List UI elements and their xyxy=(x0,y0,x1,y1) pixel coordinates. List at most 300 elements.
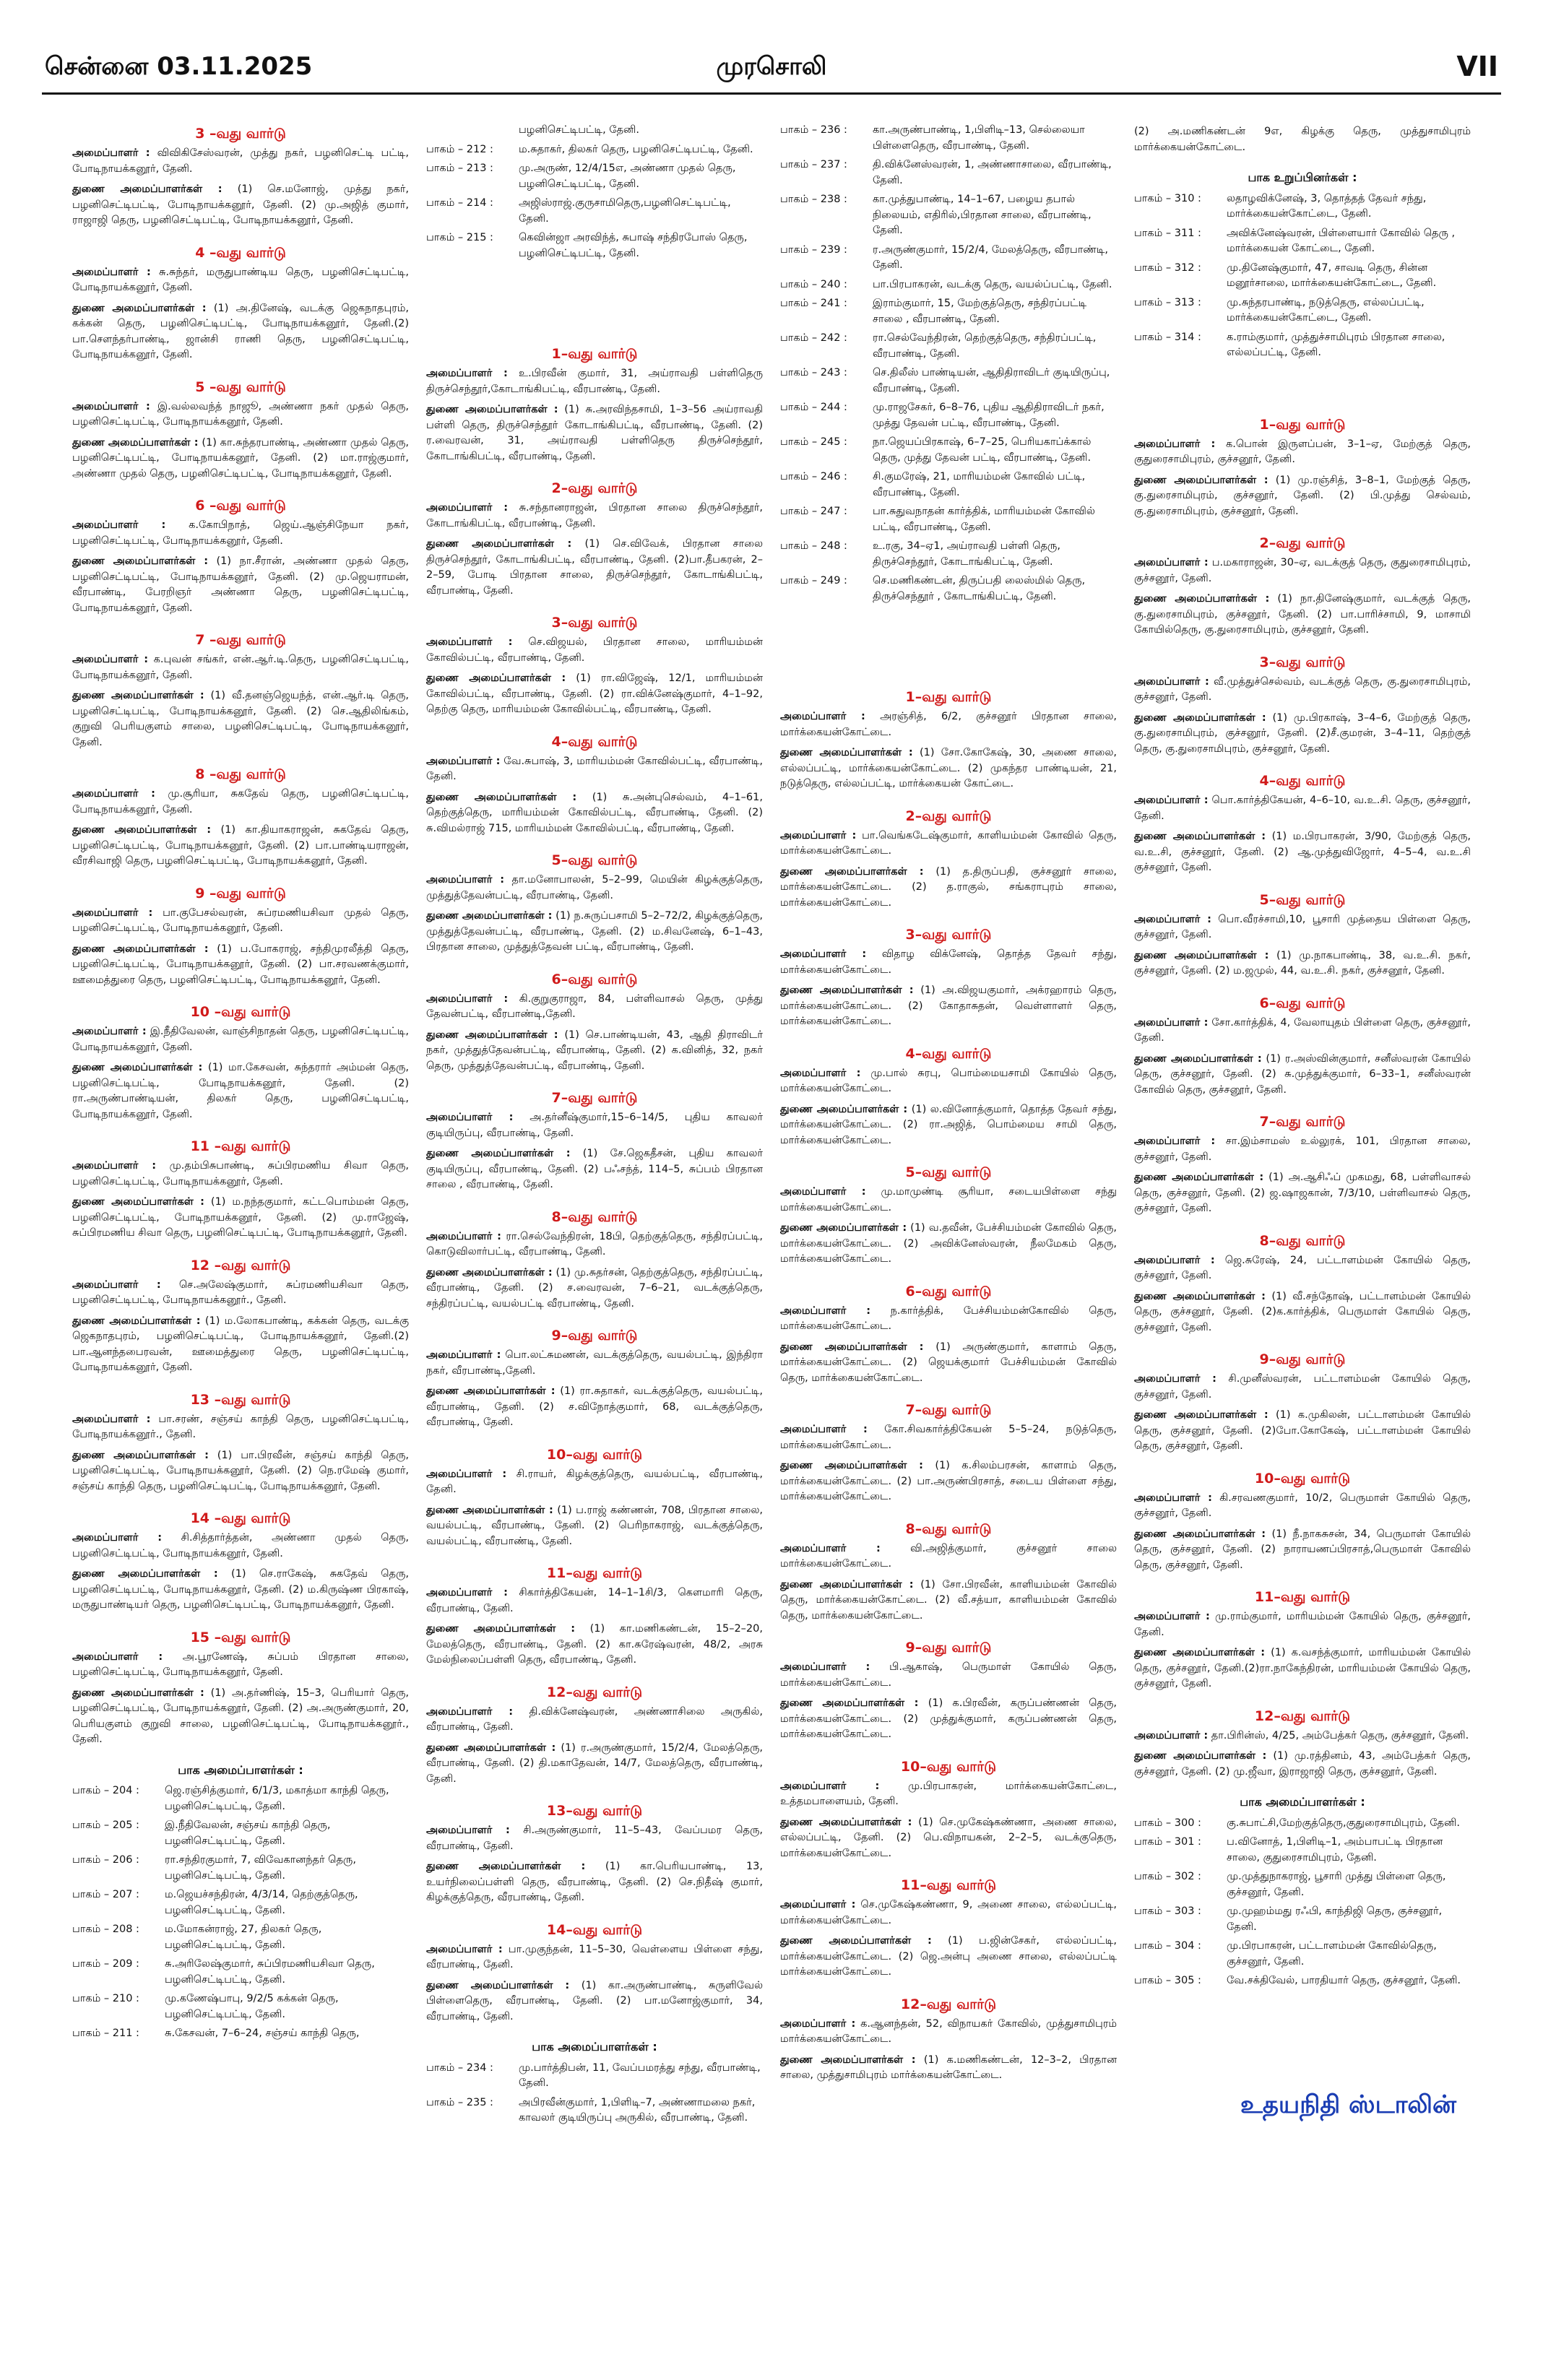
deputies-text: (1) மு.நாகபாண்டி, 38, வ.உ.சி. நகர், குச்சனூர், தேனி. (2) ம.ஜமுல், 44, வ.உ.சி. நகர், குச்சனூர், தேனி. xyxy=(1134,949,1471,977)
ward-section xyxy=(426,731,763,837)
deputies-text: (1) மு.பிரகாஷ், 3–4–6, மேற்குத் தெரு, கு.துரைசாமிபுரம், குச்சனூர், தேனி. (2)சீ.குமரன், 3–4–11, தெற்குத் தெரு, கு.துரைசாமிபுரம், குச்சனூர், தேனி. xyxy=(1134,711,1471,755)
ward-deputies xyxy=(426,1384,763,1431)
booth-number: பாகம் – 310 : xyxy=(1134,192,1201,204)
booth-row xyxy=(1134,1939,1471,1970)
secretary-text: விதாழ விக்னேஷ், தொத்த தேவர் சந்து, மார்க்கையன்கோட்டை. xyxy=(780,948,1117,976)
ward-section xyxy=(72,123,409,229)
booth-row xyxy=(72,1991,409,2022)
booth-number: பாகம் – 206 : xyxy=(72,1854,139,1866)
booth-row xyxy=(1134,1835,1471,1866)
deputies-text: (1) ம.நந்தகுமார், கட்டபொம்மன் தெரு, பழனிசெட்டிபட்டி, போடிநாயக்கனூர், தேனி. (2) மு.ராஜேஷ், சுப்பிரமணிய சிவா தெரு, பழனிசெட்டிபட்டி, போடிநாயக்கனூர், தேனி. xyxy=(72,1196,409,1239)
booth-organizer: ரா.செல்வேந்திரன், தெற்குத்தெரு, சந்திரப்பட்டி, வீரபாண்டி, தேனி. xyxy=(873,332,1097,360)
deputies-text: (1) அ.தினேஷ், வடக்கு ஜெகநாதபுரம், கக்கன் தெரு, பழனிசெட்டிபட்டி, போடிநாயக்கனூர், தேனி.(2) பா.செளந்தர்பாண்டி, ஜான்சி ராணி தெரு, பழனிசெட்டிபட்டி, போடிநாயக்கனூர், தேனி. xyxy=(72,302,409,360)
ward-secretary xyxy=(780,1660,1117,1691)
column-2 xyxy=(426,123,763,2355)
secretary-label: அமைப்பாளர் : xyxy=(1134,913,1211,925)
ward-secretary xyxy=(780,1304,1117,1335)
ward-title: 6–வது வார்டு xyxy=(1259,995,1346,1011)
ward-deputies xyxy=(780,1696,1117,1743)
secretary-label: அமைப்பாளர் : xyxy=(426,1943,503,1955)
ward-secretary xyxy=(426,754,763,785)
secretary-text: அரஞ்சித், 6/2, குச்சனூர் பிரதான சாலை, மார்க்கையன்கோட்டை. xyxy=(780,711,1117,738)
secretary-label: அமைப்பாளர் : xyxy=(1134,1729,1209,1741)
secretary-text: வே.சுபாஷ், 3, மாரியம்மன் கோவில்பட்டி, வீரபாண்டி, தேனி. xyxy=(426,755,763,782)
ward-secretary xyxy=(780,1541,1117,1572)
secretary-text: அ.பூரணேஷ், சுப்பம் பிரதான சாலை, பழனிசெட்டிபட்டி, போடிநாயக்கனூர், தேனி. xyxy=(72,1650,409,1678)
ward-title: 12–வது வார்டு xyxy=(900,1996,997,2012)
booth-organizer: மு.தினேஷ்குமார், 47, சாவடி தெரு, சின்ன மனூர்சாலை, மார்க்கையன்கோட்டை, தேனி. xyxy=(1227,261,1437,289)
ward-title: 2–வது வார்டு xyxy=(905,808,992,824)
deputies-text: (1) சே.ஜெகதீசன், புதிய காவலர் குடியிருப்பு, வீரபாண்டி, தேனி. (2) பஃசந்த், 114–5, சுப்பம் பிரதான சாலை , வீரபாண்டி, தேனி. xyxy=(426,1148,763,1190)
booth-organizer: அபிரவீன்குமார், 1,பிளிடி–7, அண்ணாமலை நகர், காவலர் குடியிருப்பு அருகில், வீரபாண்டி, தேனி. xyxy=(519,2096,756,2124)
deputies-text: (1) அருண்குமார், காளாம் தெரு, மார்க்கையன்கோட்டை. (2) ஜெயக்குமார் பேச்சியம்மன் கோவில் தெரு, மார்க்கையன்கோட்டை. xyxy=(780,1341,1117,1384)
ward-section xyxy=(72,495,409,616)
secretary-text: மு.மாமுண்டி சூரியா, சடையபிள்ளை சந்து மார்க்கையன்கோட்டை. xyxy=(780,1186,1117,1213)
ward-title: 14–வது வார்டு xyxy=(546,1921,643,1938)
booth-organizer: பழனிசெட்டிபட்டி, தேனி. xyxy=(519,124,639,136)
secretary-label: அமைப்பாளர் : xyxy=(72,1160,157,1172)
deputies-label: துணை அமைப்பாளர்கள் : xyxy=(780,2054,916,2066)
ward-deputies xyxy=(72,301,409,363)
deputies-label: துணை அமைப்பாளர்கள் : xyxy=(1134,831,1266,842)
ward-title: 3–வது வார்டு xyxy=(1259,654,1346,670)
deputies-text: (1) க.சிலம்பரசன், காளாம் தெரு, மார்க்கையன்கோட்டை. (2) பா.அருண்பிரசாத், சடைய பிள்ளை சந்து, மார்க்கையன்கோட்டை. xyxy=(780,1460,1117,1502)
booth-organizer: மு.சுந்தரபாண்டி, நடுத்தெரு, எல்லப்பட்டி, மார்க்கையன்கோட்டை, தேனி. xyxy=(1227,296,1425,324)
booth-organizer: ம.மோகன்ராஜ், 27, திலகர் தெரு, பழனிசெட்டிபட்டி, தேனி. xyxy=(165,1924,322,1951)
column-4 xyxy=(1134,123,1471,2355)
booth-number: பாகம் – 243 : xyxy=(780,367,847,378)
deputies-text: (1) கா.தியாகராஜன், சுகதேவ் தெரு, பழனிசெட்டிபட்டி, போடிநாயக்கனூர், தேனி. (2) பா.பாண்டியராஜன், வீரசிவாஜி தெரு, பழனிசெட்டிபட்டி, போடிநாயக்கனூர், தேனி. xyxy=(72,824,409,867)
ward-section xyxy=(780,1043,1117,1149)
ward-secretary xyxy=(1134,1609,1471,1640)
ward-section xyxy=(72,1507,409,1614)
secretary-text: கி.சரவணகுமார், 10/2, பெருமாள் கோயில் தெரு, குச்சனூர், தேனி. xyxy=(1134,1492,1471,1519)
booth-organizer: சு.அரிலேஷ்குமார், சுப்பிரமணியசிவா தெரு, பழனிசெட்டிபட்டி, தேனி. xyxy=(165,1958,375,1986)
deputies-text: (1) மு.சுதர்சன், தெற்குத்தெரு, சந்திரப்பட்டி, வீரபாண்டி, தேனி. (2) ச.வைரவன், 7–6–21, வடக்குத்தெரு, சந்திரப்பட்டி, வயல்பட்டி வீரபாண்டி, தேனி. xyxy=(426,1266,763,1310)
booth-number: பாகம் – 208 : xyxy=(72,1924,139,1935)
ward-secretary xyxy=(72,1024,409,1055)
booth-organizer: தி.விக்னேஸ்வரன், 1, அண்ணாசாலை, வீரபாண்டி, தேனி. xyxy=(873,159,1112,186)
secretary-label: அமைப்பாளர் : xyxy=(1134,1016,1209,1029)
secretary-text: சி.அருண்குமார், 11–5–43, வேப்பமர தெரு, வீரபாண்டி, தேனி. xyxy=(426,1825,763,1852)
secretary-label: அமைப்பாளர் : xyxy=(72,906,153,919)
ward-section xyxy=(72,1001,409,1122)
ward-title: 11–வது வார்டு xyxy=(900,1877,997,1893)
ward-section xyxy=(72,1389,409,1495)
deputies-label: துணை அமைப்பாளர்கள் : xyxy=(426,1979,570,1991)
booth-organizer: அவிக்னேஷ்வரன், பிள்ளையார் கோவில் தெரு , மார்க்கையன் கோட்டை, தேனி. xyxy=(1227,227,1456,254)
deputies-text: (1) நீ.நாகசுசன், 34, பெருமாள் கோயில் தெரு, குச்சனூர், தேனி. (2) நாராயணப்பிரசாத்,பெருமாள் கோவில் தெரு, குச்சனூர், தேனி. xyxy=(1134,1528,1471,1571)
secretary-label: அமைப்பாளர் : xyxy=(426,368,508,379)
secretary-text: மு.தம்பிசுபாண்டி, சுப்பிரமணிய சிவா தெரு, பழனிசெட்டிபட்டி, போடிநாயக்கனூர், தேனி. xyxy=(72,1160,409,1187)
ward-deputies xyxy=(72,688,409,750)
page-number: VII xyxy=(1456,51,1498,82)
ward-secretary xyxy=(426,1110,763,1141)
secretary-text: தா.பிரின்ஸ், 4/25, அம்பேத்கர் தெரு, குச்சனூர், தேனி. xyxy=(1211,1729,1469,1741)
ward-deputies xyxy=(426,790,763,837)
ward-title: 7–வது வார்டு xyxy=(551,1090,638,1106)
booth-row xyxy=(426,196,763,227)
deputies-text: (1) வீ.சந்தோஷ், பட்டாளம்மன் கோயில் தெரு, குச்சனூர், தேனி. (2)க.கார்த்திக், பெருமாள் கோயில் தெரு, குச்சனூர், தேனி. xyxy=(1134,1290,1471,1333)
ward-secretary xyxy=(426,1585,763,1617)
ward-deputies xyxy=(780,983,1117,1030)
ward-title: 6 –வது வார்டு xyxy=(195,498,286,514)
secretary-label: அமைப்பாளர் : xyxy=(780,829,857,841)
booth-organizer: மு.கணேஷ்பாபு, 9/2/5 கக்கன் தெரு, பழனிசெட்டிபட்டி, தேனி. xyxy=(165,1993,339,2020)
deputies-label: துணை அமைப்பாளர்கள் : xyxy=(72,555,208,567)
booth-row xyxy=(72,1922,409,1953)
booth-organizer: கு.சுபாட்சி,மேற்குத்தெரு,குதுரைசாமிபுரம், தேனி. xyxy=(1227,1817,1460,1829)
ward-deputies xyxy=(72,182,409,229)
booth-organizer: ஜெ.ரஞ்சித்குமார், 6/1/3, மகாத்மா காந்தி தெரு, பழனிசெட்டிபட்டி, தேனி. xyxy=(165,1785,389,1812)
deputies-label: துணை அமைப்பாளர்கள் : xyxy=(426,1504,553,1516)
ward-title: 6–வது வார்டு xyxy=(905,1283,992,1299)
booth-number: பாகம் – 207 : xyxy=(72,1889,139,1900)
ward-section xyxy=(426,1682,763,1788)
ward-secretary xyxy=(1134,1016,1471,1047)
secretary-text: பா.முகுந்தன், 11–5–30, வெள்ளைய பிள்ளை சந்து, வீரபாண்டி, தேனி. xyxy=(426,1943,763,1970)
ward-title: 8–வது வார்டு xyxy=(905,1520,992,1537)
deputies-label: துணை அமைப்பாளர்கள் : xyxy=(426,672,566,684)
ward-title: 8 –வது வார்டு xyxy=(195,766,286,782)
deputies-text: (1) ரா.விஜேஷ், 12/1, மாரியம்மன் கோவில்பட்டி, வீரபாண்டி, தேனி. (2) ரா.விக்னேஷ்குமார், 4–1–92, தெற்கு தெரு, மாரியம்மன் கோவில்பட்டி, வீரபாண்டி, தேனி. xyxy=(426,672,763,715)
ward-title: 9–வது வார்டு xyxy=(551,1328,638,1343)
secretary-text: கோ.சிவகார்த்திகேயன் 5–5–24, நடுத்தெரு, மார்க்கையன்கோட்டை. xyxy=(780,1424,1117,1451)
booth-organizer: இராம்குமார், 15, மேற்குத்தெரு, சந்திரப்பட்டி சாலை , வீரபாண்டி, தேனி. xyxy=(873,298,1087,325)
ward-section xyxy=(72,1627,409,1748)
ward-deputies xyxy=(426,1503,763,1550)
ward-title: 9–வது வார்டு xyxy=(905,1640,992,1656)
booth-number: பாகம் – 239 : xyxy=(780,243,847,256)
deputies-text: (1) மு.ரஞ்சித், 3–8–1, மேற்குத் தெரு, கு.துரைசாமிபுரம், குச்சனூர், தேனி. (2) பி.முத்து செல்வம், கு.துரைசாமிபுரம், குச்சனூர், தேனி. xyxy=(1134,474,1471,517)
ward-deputies xyxy=(426,671,763,718)
ward-deputies xyxy=(780,1815,1117,1862)
secretary-label: அமைப்பாளர் : xyxy=(780,1304,871,1317)
booth-row xyxy=(1134,261,1471,292)
deputies-text: (1) ம.லோகபாண்டி, கக்கன் தெரு, வடக்கு ஜெகநாதபுரம், பழனிசெட்டிபட்டி, போடிநாயக்கனூர், தேனி.(2) பா.ஆனந்தபைரவன், ஊமைத்துரை தெரு, பழனிசெட்டிபட்டி, போடிநாயக்கனூர், தேனி. xyxy=(72,1315,409,1373)
ward-title: 3–வது வார்டு xyxy=(905,927,992,943)
secretary-label: அமைப்பாளர் : xyxy=(426,755,501,767)
booth-row xyxy=(72,1887,409,1918)
booth-number: பாகம் – 238 : xyxy=(780,194,847,205)
ward-deputies xyxy=(780,865,1117,912)
ward-section xyxy=(1134,414,1471,520)
ward-section xyxy=(1134,1468,1471,1574)
ward-section xyxy=(1134,1230,1471,1336)
deputies-label: துணை அமைப்பாளர்கள் : xyxy=(426,910,553,922)
secretary-text: பொ.வீரச்சாமி,10, பூசாரி முத்தைய பிள்ளை தெரு, குச்சனூர், தேனி. xyxy=(1134,913,1471,940)
ward-section xyxy=(1134,1705,1471,1780)
booth-number: பாகம் – 312 : xyxy=(1134,261,1201,274)
ward-secretary xyxy=(426,501,763,532)
ward-title: 12–வது வார்டு xyxy=(546,1684,643,1700)
booth-organizer: சி.குமரேஷ், 21, மாரியம்மன் கோவில் பட்டி, வீரபாண்டி, தேனி. xyxy=(873,471,1086,498)
booth-number: பாகம் – 305 : xyxy=(1134,1975,1201,1986)
secretary-label: அமைப்பாளர் : xyxy=(1134,557,1209,568)
booth-organizer: செ.திலீஸ் பாண்டியன், ஆதிதிராவிடர் குடியிருப்பு, வீரபாண்டி, தேனி. xyxy=(873,367,1110,394)
ward-secretary xyxy=(426,1467,763,1498)
secretary-label: அமைப்பாளர் : xyxy=(780,1067,861,1079)
deputies-text: (1) ப.ராஜ் கண்ணன், 708, பிரதான சாலை, வயல்பட்டி, வீரபாண்டி, தேனி. (2) பெரிநாகராஜ், வடக்குத்தெரு, வயல்பட்டி, வீரபாண்டி, தேனி. xyxy=(426,1504,763,1547)
secretary-text: செ.முகேஷ்கண்ணா, 9, அணை சாலை, எல்லப்பட்டி, மார்க்கையன்கோட்டை. xyxy=(780,1899,1117,1926)
booth-number: பாகம் – 241 : xyxy=(780,298,847,309)
booth-row xyxy=(426,230,763,261)
ward-deputies xyxy=(72,436,409,483)
ward-secretary xyxy=(72,1650,409,1681)
deputies-label: துணை அமைப்பாளர்கள் : xyxy=(780,1816,912,1828)
booth-organizer: பா.பிரபாகரன், வடக்கு தெரு, வயல்ப்பட்டி, தேனி. xyxy=(873,278,1112,290)
ward-title: 7 –வது வார்டு xyxy=(195,632,286,648)
secretary-text: ஜெ.சுரேஷ், 24, பட்டாளம்மன் கோயில் தெரு, குச்சனூர், தேனி. xyxy=(1134,1254,1471,1281)
deputies-label: துணை அமைப்பாளர்கள் : xyxy=(72,824,212,836)
deputies-text: (1) பா.பிரவீன், சஞ்சய் காந்தி தெரு, பழனிசெட்டிபட்டி, போடிநாயக்கனூர், தேனி. (2) நெ.ரமேஷ் குமார், சஞ்சய் காந்தி தெரு, பழனிசெட்டிபட்டி, போடிநாயக்கனூர், தேனி. xyxy=(72,1449,409,1492)
deputies-label: துணை அமைப்பாளர்கள் : xyxy=(780,1460,923,1471)
ward-secretary xyxy=(426,873,763,904)
booth-number: பாகம் – 205 : xyxy=(72,1819,139,1831)
ward-section xyxy=(426,477,763,599)
ward-title: 3 –வது வார்டு xyxy=(195,126,286,142)
secretary-text: பொ.கார்த்திகேயன், 4–6–10, வ.உ.சி. தெரு, குச்சனூர், தேனி. xyxy=(1134,795,1471,822)
booth-organizer: ம.ஜெயச்சந்திரன், 4/3/14, தெற்குத்தெரு, பழனிசெட்டிபட்டி, தேனி. xyxy=(165,1889,358,1916)
deputies-label: துணை அமைப்பாளர்கள் : xyxy=(426,1148,571,1159)
ward-secretary xyxy=(1134,1491,1471,1522)
booth-row xyxy=(426,2095,763,2126)
deputies-label: துணை அமைப்பாளர்கள் : xyxy=(1134,1052,1262,1065)
ward-title: 9 –வது வார்டு xyxy=(195,885,286,901)
ward-deputies xyxy=(72,1314,409,1376)
booth-row xyxy=(780,574,1117,605)
booth-row xyxy=(780,504,1117,535)
secretary-text: செ.அலேஷ்குமார், சுப்ரமணியசிவா தெரு, பழனிசெட்டிபட்டி, போடிநாயக்கனூர்., தேனி. xyxy=(72,1278,409,1306)
secretary-label: அமைப்பாளர் : xyxy=(72,788,155,800)
booth-row xyxy=(72,2026,409,2042)
ward-secretary xyxy=(780,709,1117,740)
booth-row xyxy=(72,1818,409,1849)
secretary-label: அமைப்பாளர் : xyxy=(426,1230,501,1242)
ward-deputies xyxy=(1134,1052,1471,1099)
deputies-label: துணை அமைப்பாளர்கள் : xyxy=(1134,1409,1268,1421)
ward-secretary xyxy=(1134,437,1471,468)
booth-row xyxy=(1134,295,1471,326)
ward-deputies xyxy=(72,554,409,616)
secretary-text: மு.பால் சுரபு, பொம்மையசாமி கோயில் தெரு, மார்க்கையன்கோட்டை. xyxy=(780,1067,1117,1094)
deputies-label: துணை அமைப்பாளர்கள் : xyxy=(1134,1528,1266,1540)
booth-organizer: கா.அருண்பாண்டி, 1,பிளிடி–13, செல்லையா பிள்ளைதெரு, வீரபாண்டி, தேனி. xyxy=(873,124,1085,152)
ward-section xyxy=(72,1135,409,1242)
ward-title: 2–வது வார்டு xyxy=(551,480,638,496)
secretary-text: தா.மனோபாலன், 5–2–99, மெயின் கிழக்குத்தெரு, முத்துத்தேவன்பட்டி, வீரபாண்டி, தேனி. xyxy=(426,874,763,901)
secretary-text: வி.அஜித்குமார், குச்சனூர் சாலை மார்க்கையன்கோட்டை. xyxy=(780,1542,1117,1570)
ward-deputies xyxy=(426,1622,763,1669)
booth-organizer: பா.சுதுவநாதன் கார்த்திக், மாரியம்மன் கோவில் பட்டி, வீரபாண்டி, தேனி. xyxy=(873,506,1095,533)
ward-secretary xyxy=(1134,1372,1471,1403)
secretary-text: பொ.லட்சுமணன், வடக்குத்தெரு, வயல்பட்டி, இந்திரா நகர், வீரபாண்டி,தேனி. xyxy=(426,1349,763,1377)
ward-secretary xyxy=(1134,1253,1471,1284)
deputies-label: துணை அமைப்பாளர்கள் : xyxy=(780,1341,924,1353)
booth-organizer: ம.சுதாகர், திலகர் தெரு, பழனிசெட்டிபட்டி, தேனி. xyxy=(519,143,753,155)
booth-organizer: லதாழவிக்னேஷ், 3, தொத்தத் தேவர் சந்து, மார்க்கையன்கோட்டை, தேனி. xyxy=(1227,192,1427,220)
secretary-text: மு.பிரபாகரன், மார்க்கையன்கோட்டை, உத்தமபாளையம், தேனி. xyxy=(780,1780,1117,1807)
booth-organizer: அஜிஸ்ராஜ்.குருசாமிதெரு,பழனிசெட்டிபட்டி, தேனி. xyxy=(519,197,731,225)
ward-title: 2–வது வார்டு xyxy=(1259,535,1346,551)
booth-number: பாகம் – 303 : xyxy=(1134,1905,1201,1917)
ward-deputies xyxy=(1134,1749,1471,1780)
booth-organizer: மு.பார்த்திபன், 11, வேப்பமரத்து சந்து, வீரபாண்டி, தேனி. xyxy=(519,2061,761,2089)
ward-section xyxy=(426,343,763,464)
deputies-label: துணை அமைப்பாளர்கள் : xyxy=(1134,949,1269,961)
ward-section xyxy=(780,1518,1117,1624)
booth-number: பாகம் – 245 : xyxy=(780,436,847,448)
deputies-label: துணை அமைப்பாளர்கள் : xyxy=(780,1578,914,1591)
ward-title: 1–வது வார்டு xyxy=(1259,416,1346,433)
booth-organizer: இ.நீதிவேலன், சஞ்சய் காந்தி தெரு, பழனிசெட்டிபட்டி, தேனி. xyxy=(165,1819,331,1847)
ward-deputies xyxy=(780,1458,1117,1505)
secretary-label: அமைப்பாளர் : xyxy=(426,874,505,886)
ward-secretary xyxy=(1134,675,1471,706)
ward-title: 1–வது வார்டு xyxy=(905,689,992,705)
secretary-text: க.ஆனந்தன், 52, விநாயகர் கோவில், முத்துசாமிபுரம் மார்க்கையன்கோட்டை. xyxy=(780,2017,1117,2045)
ward-secretary xyxy=(426,635,763,666)
booth-organizer: ர.அருண்குமார், 15/2/4, மேலத்தெரு, வீரபாண்டி, தேனி. xyxy=(873,243,1108,271)
deputies-text: (1) கா.மணிகண்டன், 15–2–20, மேலத்தெரு, வீரபாண்டி, தேனி. (2) கா.சுரேஷ்வரன், 48/2, அரசு மேல்நிலைப்பள்ளி தெரு, வீரபாண்டி, தேனி. xyxy=(426,1623,763,1666)
deputies-label: துணை அமைப்பாளர்கள் : xyxy=(780,1222,907,1234)
ward-title: 5 –வது வார்டு xyxy=(195,378,286,395)
ward-secretary xyxy=(426,366,763,397)
masthead xyxy=(0,0,1543,98)
ward-deputies xyxy=(780,1934,1117,1981)
booth-row xyxy=(72,1853,409,1884)
secretary-label: அமைப்பாளர் : xyxy=(1134,1373,1216,1385)
ward-title: 5–வது வார்டு xyxy=(551,852,638,868)
ward-section xyxy=(1134,889,1471,979)
ward-secretary xyxy=(426,992,763,1023)
deputies-text: (1) ர.அருண்குமார், 15/2/4, மேலத்தெரு, வீரபாண்டி, தேனி. (2) தி.மகாதேவன், 14/7, மேலத்தெரு, வீரபாண்டி, தேனி. xyxy=(426,1741,763,1785)
ward-deputies xyxy=(1134,1408,1471,1455)
deputies-text: (1) த.திருப்பதி, குச்சனூர் சாலை, மார்க்கையன்கோட்டை. (2) த.ராகுல், சங்கராபுரம் சாலை, மார்க்கையன்கோட்டை. xyxy=(780,865,1117,909)
deputies-label: துணை அமைப்பாளர்கள் : xyxy=(72,183,222,195)
ward-section xyxy=(780,1994,1117,2084)
booth-organizer: ப.வினோத், 1,பிளிடி–1, அம்பாபட்டி பிரதான சாலை, குதுரைசாமிபுரம், தேனி. xyxy=(1227,1836,1443,1864)
deputies-label: துணை அமைப்பாளர்கள் : xyxy=(426,1623,576,1635)
ward-deputies xyxy=(72,823,409,870)
continued-text: (2) அ.மணிகண்டன் 9எ, கிழக்கு தெரு, முத்துசாமிபுரம் மார்க்கையன்கோட்டை. xyxy=(1134,126,1471,153)
ward-deputies xyxy=(426,537,763,599)
ward-deputies xyxy=(780,1340,1117,1387)
ward-section xyxy=(72,629,409,750)
ward-section xyxy=(780,1874,1117,1981)
deputies-text: (1) செ.பாண்டியன், 43, ஆதி திராவிடர் நகர், முத்துத்தேவன்பட்டி, வீரபாண்டி, தேனி. (2) க.வினித், 32, நகர் தெரு, முத்துத்தேவன்பட்டி, வீரபாண்டி, தேனி. xyxy=(426,1029,763,1072)
secretary-label: அமைப்பாளர் : xyxy=(1134,1492,1212,1504)
ward-title: 10 –வது வார்டு xyxy=(190,1004,291,1020)
deputies-label: துணை அமைப்பாளர்கள் : xyxy=(72,1196,204,1208)
secretary-label: அமைப்பாளர் : xyxy=(1134,438,1216,450)
ward-title: 4 –வது வார்டு xyxy=(195,244,286,261)
secretary-label: அமைப்பாளர் : xyxy=(780,1186,866,1198)
deputies-text: (1) ப.போகராஜ், சந்திமுரலீத்தி தெரு, பழனிசெட்டிபட்டி, போடிநாயக்கனூர், தேனி. (2) பா.சரவணக்குமார், ஊமைத்துரை தெரு, பழனிசெட்டிபட்டி, போடிநாயக்கனூர், தேனி. xyxy=(72,943,409,986)
deputies-text: (1) மா.கேசவன், சுந்தரார் அம்மன் தெரு, பழனிசெட்டிபட்டி, போடிநாயக்கனூர், தேனி. (2) ரா.அருண்பாண்டியன், திலகர் தெரு, பழனிசெட்டிபட்டி, போடிநாயக்கனூர், தேனி. xyxy=(72,1062,409,1120)
booth-number: பாகம் – 247 : xyxy=(780,506,847,517)
booth-row xyxy=(780,192,1117,239)
secretary-text: சி.சித்தார்த்தன், அண்ணா முதல் தெரு, பழனிசெட்டிபட்டி, போடிநாயக்கனூர், தேனி. xyxy=(72,1532,409,1559)
secretary-label: அமைப்பாளர் : xyxy=(72,654,149,665)
ward-section xyxy=(1134,1111,1471,1217)
secretary-label: அமைப்பாளர் : xyxy=(72,1026,147,1037)
ward-title: 4–வது வார்டு xyxy=(1259,773,1346,789)
deputies-label: துணை அமைப்பாளர்கள் : xyxy=(780,985,914,996)
secretary-label: அமைப்பாளர் : xyxy=(780,1661,870,1673)
booth-row xyxy=(780,539,1117,570)
booth-members-heading: பாக உறுப்பினர்கள் : xyxy=(1248,170,1357,184)
ward-deputies xyxy=(780,1221,1117,1268)
booth-row xyxy=(1134,1904,1471,1935)
deputies-text: (1) சோ.கோகேஷ், 30, அணை சாலை, எல்லப்பட்டி, மார்க்கையன்கோட்டை. (2) முகந்தர பாண்டியன், 21, நடுத்தெரு, எல்லப்பட்டி, மார்க்கையன் கோட்டை. xyxy=(780,747,1117,789)
ward-section xyxy=(426,1325,763,1431)
deputies-text: (1) மு.ரத்தினம், 43, அம்பேத்கர் தெரு, குச்சனூர், தேனி. (2) மு.ஜீவா, இராஜாஜி தெரு, குச்சனூர், தேனி. xyxy=(1134,1750,1471,1778)
booth-row xyxy=(72,1783,409,1814)
secretary-label: அமைப்பாளர் : xyxy=(72,1650,163,1663)
booth-row xyxy=(780,365,1117,397)
booth-row xyxy=(1134,226,1471,257)
ward-secretary xyxy=(426,1348,763,1379)
ward-title: 5–வது வார்டு xyxy=(905,1164,992,1180)
booth-row xyxy=(780,331,1117,362)
ward-section xyxy=(780,1281,1117,1387)
article-columns xyxy=(72,123,1471,2355)
secretary-label: அமைப்பாளர் : xyxy=(72,266,151,278)
booth-organizer: ரா.சந்திரகுமார், 7, விவேகானந்தர் தெரு, பழனிசெட்டிபட்டி, தேனி. xyxy=(165,1854,356,1882)
ward-secretary xyxy=(72,399,409,430)
deputies-label: துணை அமைப்பாளர்கள் : xyxy=(426,538,572,550)
booth-organizer: மு.அருண், 12/4/15எ, அண்ணா முதல் தெரு, பழனிசெட்டிபட்டி, தேனி. xyxy=(519,163,736,190)
ward-title: 11–வது வார்டு xyxy=(1254,1589,1351,1605)
secretary-label: அமைப்பாளர் : xyxy=(1134,1135,1216,1147)
secretary-text: உ.பிரவீன் குமார், 31, அய்ராவதி பள்ளிதெரு திருச்செந்தூர்,கோடாங்கிபட்டி, வீரபாண்டி, தேனி. xyxy=(426,368,763,395)
ward-title: 10–வது வார்டு xyxy=(900,1758,997,1775)
deputies-label: துணை அமைப்பாளர்கள் : xyxy=(780,865,924,878)
secretary-text: க.கோபிநாத், ஜெய்.ஆஞ்சிநேயா நகர், பழனிசெட்டிபட்டி, போடிநாயக்கனூர், தேனி. xyxy=(72,519,409,547)
ward-secretary xyxy=(780,1779,1117,1810)
secretary-label: அமைப்பாளர் : xyxy=(426,502,509,514)
secretary-label: அமைப்பாளர் : xyxy=(426,1587,508,1598)
booth-row xyxy=(780,157,1117,189)
deputies-label: துணை அமைப்பாளர்கள் : xyxy=(72,436,199,449)
booth-row xyxy=(1134,1973,1471,1989)
booth-row xyxy=(780,469,1117,501)
booth-number: பாகம் – 234 : xyxy=(426,2061,493,2074)
secretary-text: பா.குபேசல்வரன், சுப்ரமணியசிவா முதல் தெரு, பழனிசெட்டிபட்டி, போடிநாயக்கனூர், தேனி. xyxy=(72,906,409,934)
booth-row xyxy=(426,2061,763,2092)
secretary-label: அமைப்பாளர் : xyxy=(426,1825,510,1836)
ward-secretary xyxy=(426,1705,763,1736)
booth-row xyxy=(426,161,763,192)
ward-secretary xyxy=(72,787,409,818)
booth-row xyxy=(72,1957,409,1988)
ward-secretary xyxy=(1134,1728,1471,1744)
ward-deputies xyxy=(72,1448,409,1495)
ward-secretary xyxy=(780,1066,1117,1097)
deputies-text: (1) க.மணிகண்டன், 12–3–2, பிரதான சாலை, முத்துசாமிபுரம் மார்க்கையன்கோட்டை. xyxy=(780,2054,1117,2081)
deputies-text: (1) சு.அன்புசெல்வம், 4–1–61, தெற்குத்தெரு, மாரியம்மன் கோவில்பட்டி, வீரபாண்டி, தேனி. (2) சு.விமல்ராஜ் 715, மாரியம்மன் கோவில்பட்டி, வீரபாண்டி, தேனி. xyxy=(426,791,763,834)
ward-title: 9–வது வார்டு xyxy=(1259,1351,1346,1367)
ward-section xyxy=(780,686,1117,792)
secretary-label: அமைப்பாளர் : xyxy=(780,948,867,960)
booth-row xyxy=(1134,330,1471,361)
booth-number: பாகம் – 237 : xyxy=(780,159,847,170)
booth-row xyxy=(780,296,1117,327)
ward-deputies xyxy=(1134,829,1471,876)
ward-secretary xyxy=(1134,555,1471,587)
ward-section xyxy=(426,1087,763,1193)
